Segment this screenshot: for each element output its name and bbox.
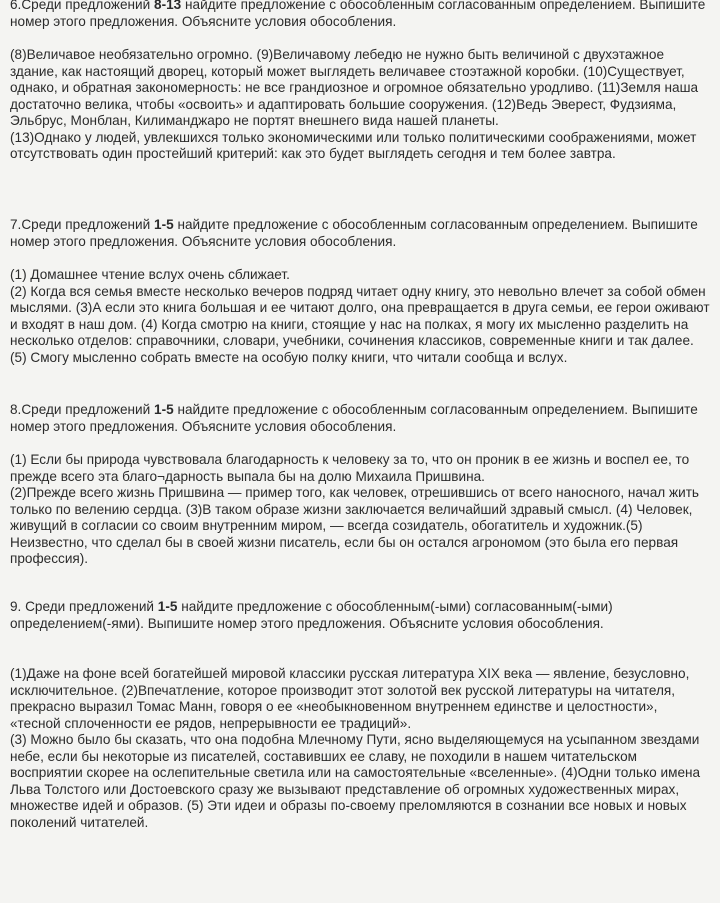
task-6-paragraph: (13)Однако у людей, увлекшихся только экономическими или только политическими соображениями, может отсутствовать один простейший критерий: как это будет выглядеть сегодня и тем более завтра.: [10, 129, 697, 161]
task-7-text: [10, 267, 710, 366]
task-6-paragraph: (8)Величавое необязательно огромно. (9)Величавому лебедю не нужно быть величиной с двухэтажное здание, как настоящий дворец, который может выглядеть величавее стоэтажной коробки. (10)Существует, однако, и обратная закономерность: не все грандиозное и огромное обязательно уродливо. (11)Земля наша достаточно велика, чтобы «освоить» и адаптировать большие сооружения. (12)Ведь Эверест, Фудзияма, Эльбрус, Монблан, Килиманджаро не портят внешнего вида нашей планеты.: [10, 47, 699, 128]
task-9-range: 1-5: [157, 599, 178, 614]
task-8-range: 1-5: [154, 402, 174, 417]
task-9-text: [10, 666, 710, 831]
task-8-prompt: [10, 402, 710, 435]
task-9-paragraph: (3) Можно было бы сказать, что она подобна Млечному Пути, ясно выделяющемуся на усыпанном звездами небе, если бы некоторые из писателей, составивших ее славу, не походили в нашем читательском восприятии скорее на ослепительные светила или на самостоятельные «вселенные». (4)Одни только имена Льва Толстого или Достоевского сразу же вызывают представление об огромных художественных мирах, множестве идей и образов. (5) Эти идеи и образы по-своему преломляются в сознании все новых и новых поколений читателей.: [10, 732, 701, 830]
task-6-prompt: [10, 0, 710, 30]
task-6-prompt-end: найдите предложение с обособленным согласованным определением. Выпишите номер этого предложения. Объясните условия обособления.: [10, 0, 706, 29]
task-8-paragraph: (2)Прежде всего жизнь Пришвина — пример того, как человек, отрешившись от всего наносного, начал жить только по велению сердца. (3)В таком образе жизни заключается величайший здравый смысл. (4) Человек, живущий в согласии со своим внутренним миром, — всегда созидатель, обогатитель и художник.(5) Неизвестно, что сделал бы в своей жизни писатель, если бы он остался агрономом (это была его первая профессия).: [10, 485, 699, 566]
task-8-prompt-start: 8.Среди предложений: [10, 402, 155, 417]
task-7-prompt-end: найдите предложение с обособленным согласованным определением. Выпишите номер этого предложения. Объясните условия обособления.: [10, 217, 698, 249]
task-6-prompt-start: 6.Среди предложений: [10, 0, 155, 12]
task-9-prompt: [10, 599, 710, 632]
task-8-text: [10, 452, 710, 568]
task-6-range: 8-13: [154, 0, 182, 12]
task-9-paragraph: (1)Даже на фоне всей богатейшей мировой классики русская литература XIX века — явление, безусловно, исключительное. (2)Впечатление, которое производит этот золотой век русской литературы на читателя, прекрасно выразил Томас Манн, говоря о ее «необыкновенном внутреннем единстве и целостности», «тесной сплоченности ее рядов, непрерывности ее традиций».: [10, 666, 690, 731]
task-9-prompt-start: 9. Среди предложений: [10, 599, 158, 614]
task-9-prompt-end: найдите предложение с обособленным(-ыми) согласованным(-ыми) определением(-ями). Выпишите номер этого предложения. Объясните условия обособления.: [10, 599, 613, 631]
task-7-paragraph: (2) Когда вся семья вместе несколько вечеров подряд читает одну книгу, это невольно влечет за собой обмен мыслями. (3)А если это книга большая и ее читают долго, она превращается в друга семьи, ее герои оживают и входят в наш дом. (4) Когда смотрю на книги, стоящие у нас на полках, я могу их мысленно разделить на несколько отделов: справочники, словари, учебники, сочинения классиков, современные книги и так далее. (5) Смогу мысленно собрать вместе на особую полку книги, что читали сообща и вслух.: [10, 283, 710, 365]
task-8-paragraph: (1) Если бы природа чувствовала благодарность к человеку за то, что он проник в ее жизнь и воспел ее, то прежде всего эта благо¬дарность выпала бы на долю Михаила Пришвина.: [10, 452, 690, 484]
task-7-range: 1-5: [154, 217, 174, 232]
task-7-prompt: [10, 217, 710, 250]
task-7-paragraph: (1) Домашнее чтение вслух очень сближает.: [10, 267, 290, 282]
task-6-text: [10, 47, 710, 163]
task-7-prompt-start: 7.Среди предложений: [10, 217, 155, 232]
task-8-prompt-end: найдите предложение с обособленным согласованным определением. Выпишите номер этого предложения. Объясните условия обособления.: [10, 402, 698, 434]
